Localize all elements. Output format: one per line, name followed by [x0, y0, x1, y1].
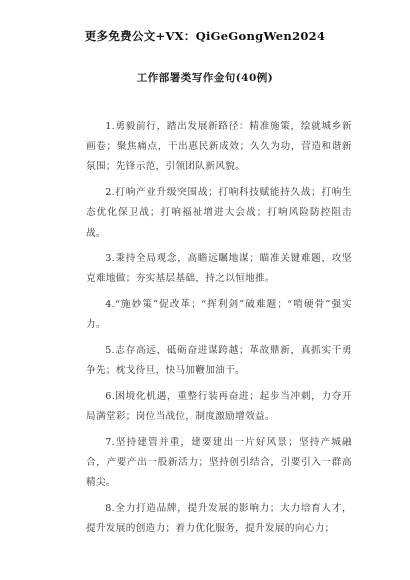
- document-title: 工作部署类写作金句(40例): [136, 72, 274, 84]
- promo-header: 更多免费公文+VX：QiGeGongWen2024: [84, 29, 326, 43]
- document-body: [86, 117, 352, 545]
- list-item: 1.勇毅前行，踏出发展新路径：精准施策，绘就城乡新画卷；聚焦痛点，干出惠民新成效；久久为功，营造和谐新氛围；先锋示范，引领团队新风貌。: [86, 121, 352, 173]
- list-item: 4.“施妙策”促改革；“挥利剑”破难题；“啃硬骨”强实力。: [86, 299, 352, 331]
- list-item: 7.坚持建管并重，建要建出一片好风景；坚持产城融合，产要产出一股新活力；坚持创引结合，引要引入一群高精尖。: [86, 436, 352, 489]
- list-item: 2.打响产业升级突围战；打响科技赋能持久战；打响生态优化保卫战；打响福祉增进大会战；打响风险防控阻击战。: [86, 187, 352, 239]
- list-item: 5.志存高远，砥砺奋进谋跨越；革故鼎新，真抓实干勇争先；枕戈待旦，快马加鞭加油干。: [86, 345, 352, 377]
- list-item: 6.困境化机遇，重整行装再奋进；起步当冲刺，力夺开局满堂彩；岗位当战位，制度激励增效益。: [86, 390, 352, 423]
- list-item: 3.秉持全局观念，高瞻远瞩地谋；瞄准关键难题，攻坚克难地做；夯实基层基础，持之以恒地推。: [86, 253, 352, 285]
- list-item: 8.全力打造品牌，提升发展的影响力；大力培育人才，提升发展的创造力；着力优化服务，提升发展的向心力；: [86, 502, 352, 535]
